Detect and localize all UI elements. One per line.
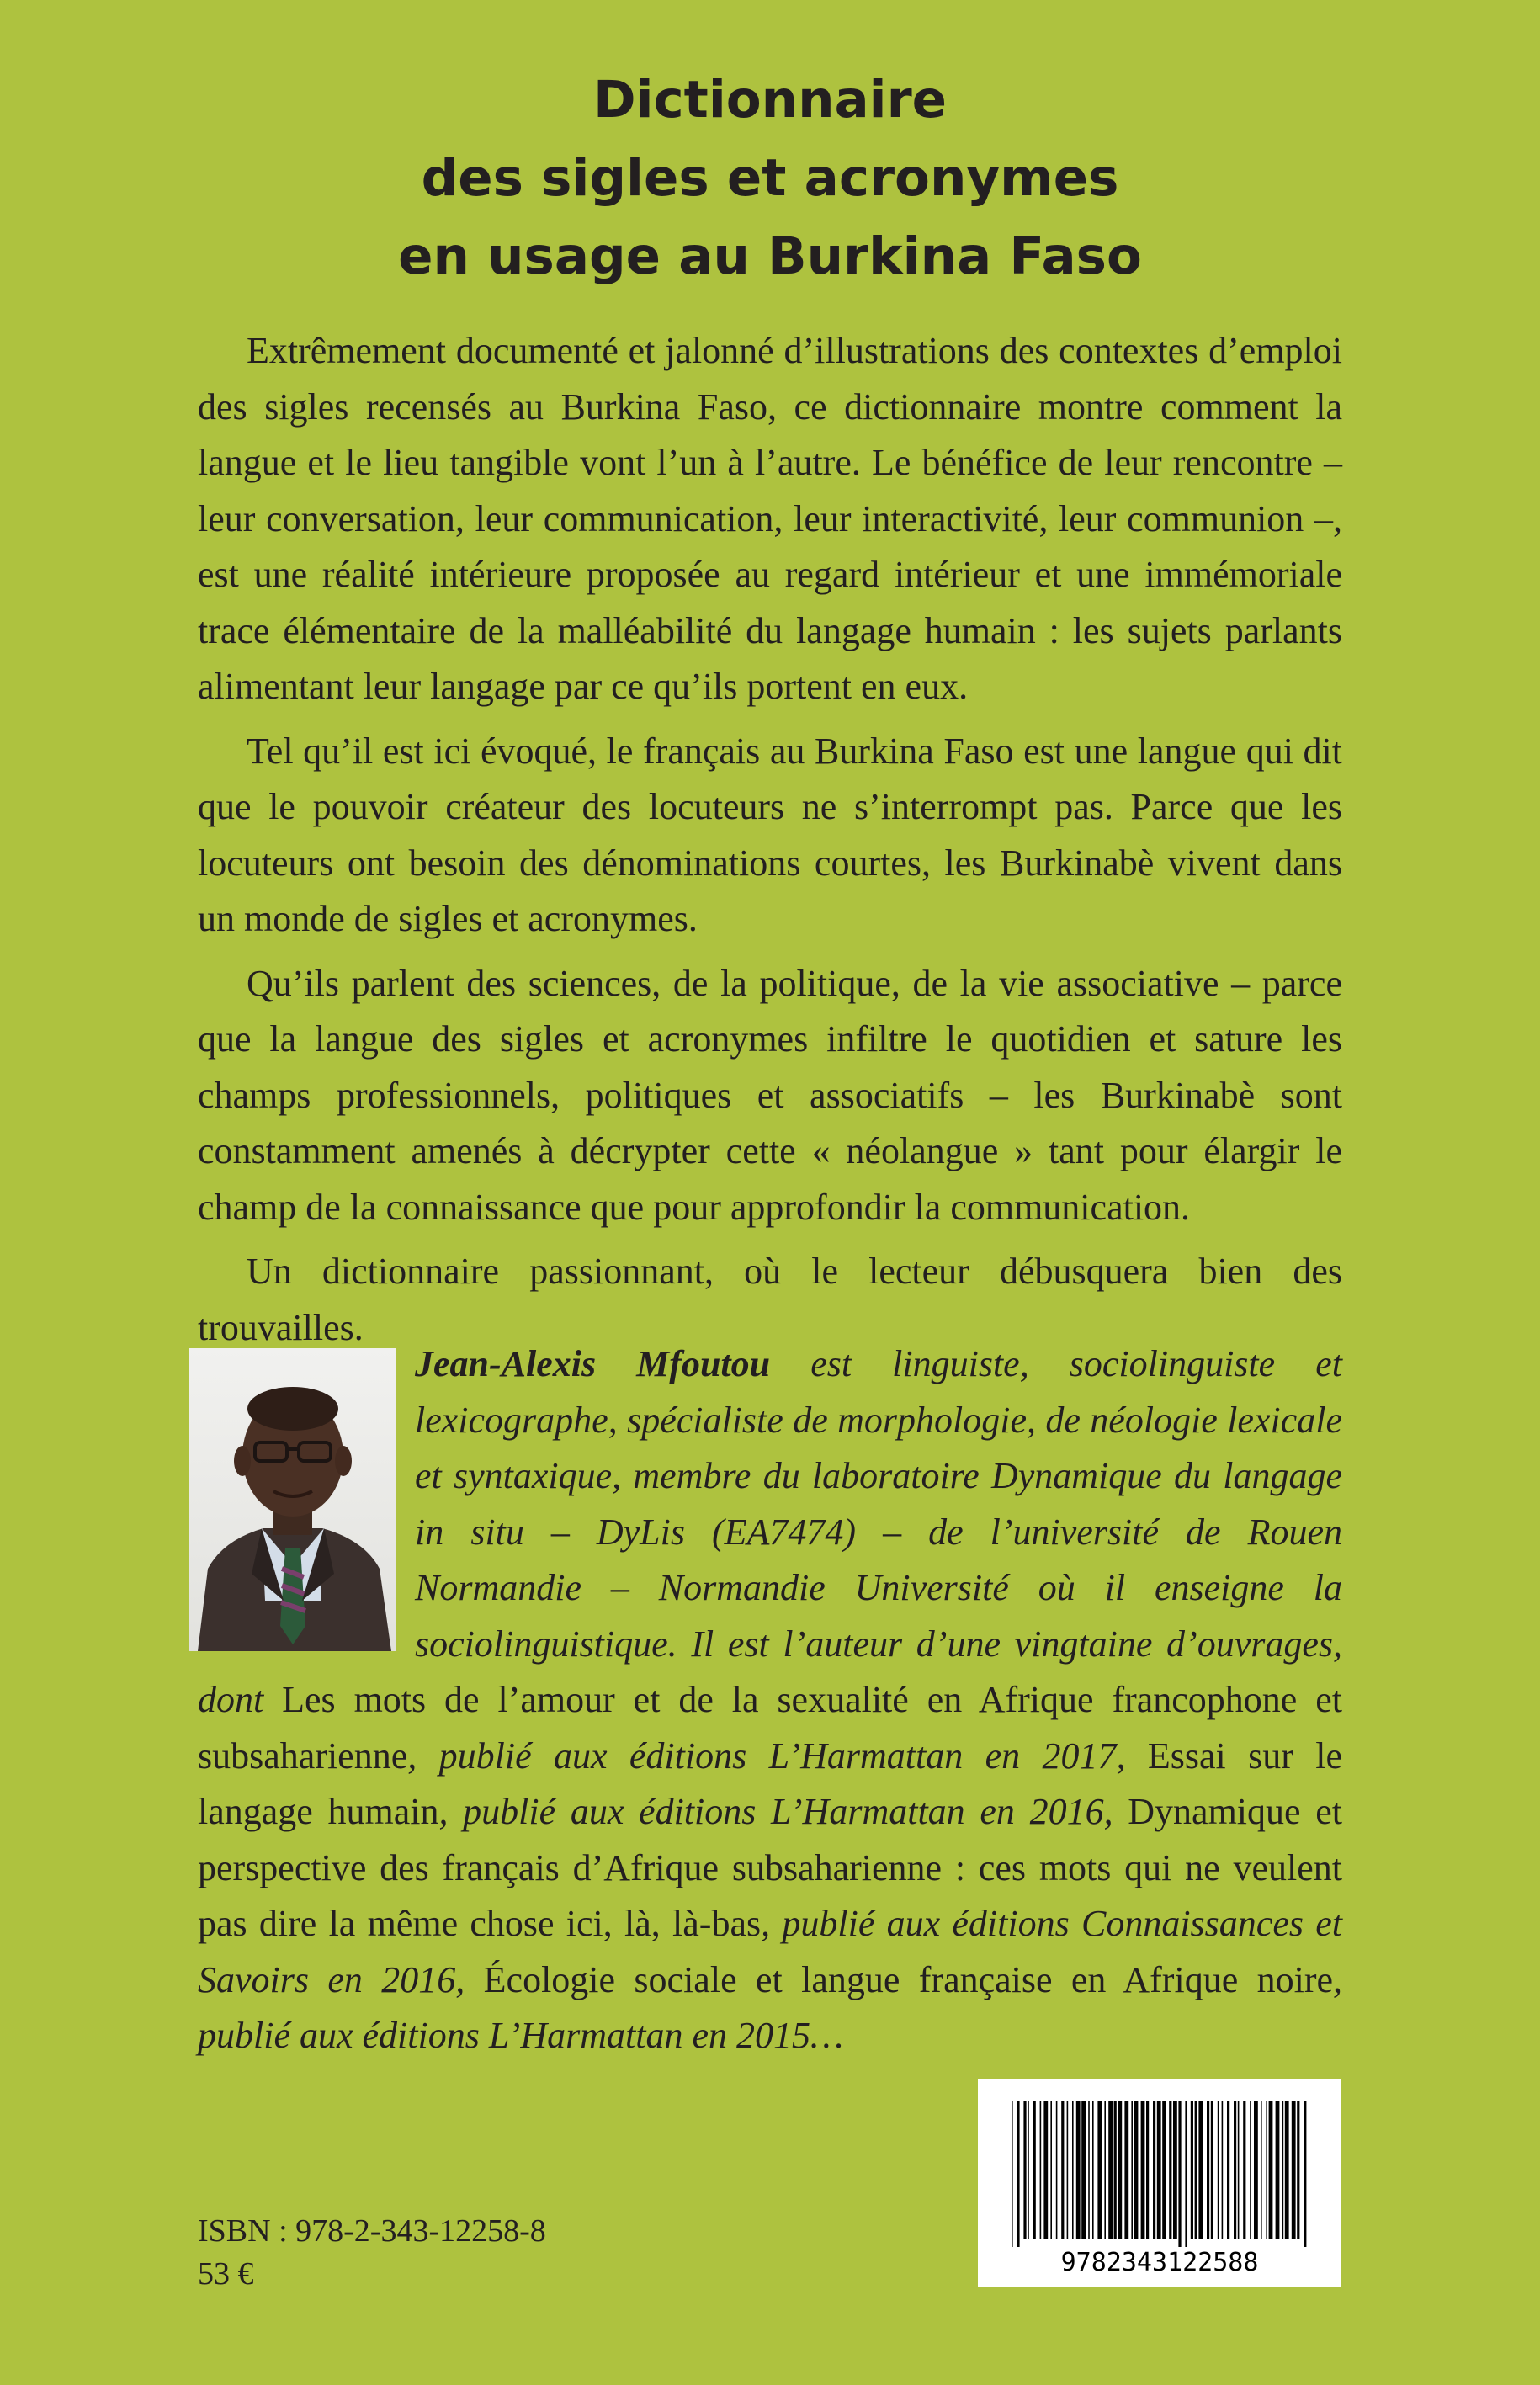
barcode-bar xyxy=(1234,2101,1236,2239)
barcode-bar xyxy=(1211,2101,1213,2239)
book-title-3: Dynamique et perspective des français d’Afrique subsaharienne : ces mots qui ne veulent pas dire la même chose ici, là, là-bas xyxy=(198,1791,1342,1944)
barcode-bar xyxy=(1261,2101,1262,2239)
barcode-bar xyxy=(1124,2101,1128,2239)
barcode-bar xyxy=(1243,2101,1245,2239)
barcode-bar xyxy=(1282,2101,1284,2239)
barcode-bar xyxy=(1076,2101,1081,2239)
barcode-bar xyxy=(1134,2101,1139,2239)
title-line-2: des sigles et acronymes xyxy=(421,148,1119,208)
bio-text: est linguiste, sociolinguiste et lexicographe, spécialiste de morphologie, de néologie lexicale et syntaxique, membre du laboratoire Dynamique du langage in situ – DyLis (EA7474) – de l’université de Rouen Normandie – Normandie Université où il enseigne la sociolinguistique. Il est l’auteur d’une vingtaine d’ouvrages, dont xyxy=(198,1343,1343,1720)
barcode-bar xyxy=(1157,2101,1161,2239)
barcode-bar xyxy=(1207,2101,1209,2239)
barcode-bar xyxy=(1067,2101,1069,2239)
barcode-bar xyxy=(1222,2101,1224,2239)
barcode-bar xyxy=(1254,2101,1258,2239)
barcode-bar xyxy=(1050,2101,1052,2239)
barcode-bar xyxy=(1162,2101,1166,2239)
barcode-bar xyxy=(1023,2101,1026,2239)
title-line-1: Dictionnaire xyxy=(592,70,948,130)
book-title xyxy=(0,61,1540,295)
barcode-bar xyxy=(1118,2101,1122,2239)
barcode-bar xyxy=(1043,2101,1048,2239)
barcode-bar xyxy=(1191,2101,1193,2239)
barcode-bar xyxy=(1178,2101,1181,2247)
barcode-bar xyxy=(1061,2101,1064,2239)
barcode-bar xyxy=(1146,2101,1149,2239)
barcode-bar xyxy=(1012,2101,1013,2247)
barcode-bar xyxy=(1276,2101,1280,2239)
barcode-bar xyxy=(1033,2101,1036,2239)
author-bio-section xyxy=(198,1336,1342,2073)
barcode-bar xyxy=(1056,2101,1058,2239)
barcode-bar xyxy=(1072,2101,1074,2239)
barcode-bar xyxy=(1114,2101,1117,2239)
barcode-bar xyxy=(1108,2101,1113,2239)
blurb xyxy=(198,323,1342,1364)
book-title-2: Essai sur le langage humain xyxy=(198,1734,1342,1832)
barcode-bar xyxy=(1081,2101,1086,2239)
title-line-3: en usage au Burkina Faso xyxy=(398,226,1142,286)
barcode-bar xyxy=(1238,2101,1240,2239)
barcode xyxy=(978,2079,1341,2287)
book-publication-1: , publié aux éditions L’Harmattan en 2017, xyxy=(407,1734,1148,1777)
barcode-bar xyxy=(1097,2101,1102,2239)
barcode-bar xyxy=(1292,2101,1296,2239)
barcode-bar xyxy=(1195,2101,1197,2239)
book-title-1: Les mots de l’amour et de la sexualité en Afrique francophone et subsaharienne xyxy=(198,1679,1342,1777)
barcode-bar xyxy=(1218,2101,1219,2239)
barcode-bar xyxy=(1028,2101,1029,2239)
book-publication-3: , publié aux éditions Connaissances et Savoirs en 2016, xyxy=(198,1903,1342,2000)
barcode-bar xyxy=(1088,2101,1090,2239)
barcode-bar xyxy=(1173,2101,1177,2239)
price-label: 53 € xyxy=(198,2256,254,2292)
barcode-bar xyxy=(1169,2101,1171,2239)
book-publication-4: , publié aux éditions L’Harmattan en 2015… xyxy=(198,1958,1343,2056)
barcode-bar xyxy=(1185,2101,1187,2247)
blurb-paragraph-3: Qu’ils parlent des sciences, de la politique, de la vie associative – parce que la langue des sigles et acronymes infiltre le quotidien et sature les champs professionnels, politiques et associatifs – les Burkinabè sont constamment amenés à décrypter cette « néolangue » tant pour élargir le champ de la connaissance que pour approfondir la communication. xyxy=(198,962,1342,1228)
barcode-bar xyxy=(1017,2101,1019,2247)
barcode-bar xyxy=(1266,2101,1267,2239)
barcode-bar xyxy=(1092,2101,1094,2239)
barcode-bar xyxy=(1304,2101,1306,2247)
barcode-bar xyxy=(1104,2101,1106,2239)
barcode-bar xyxy=(1141,2101,1145,2239)
barcode-bar xyxy=(1131,2101,1133,2239)
blurb-paragraph-1: Extrêmement documenté et jalonné d’illustrations des contextes d’emploi des sigles recensés au Burkina Faso, ce dictionnaire montre comment la langue et le lieu tangible vont l’un à l’autre. Le bénéfice de leur rencontre – leur conversation, leur communication, leur interactivité, leur communion –, est une réalité intérieure proposée au regard intérieur et une immémoriale trace élémentaire de la malléabilité du langage humain : les sujets parlants alimentant leur langage par ce qu’ils portent en eux. xyxy=(198,330,1342,707)
barcode-bar xyxy=(1297,2101,1299,2239)
barcode-digits: 9782343122588 xyxy=(1060,2248,1259,2277)
isbn-label: ISBN : 978-2-343-12258-8 xyxy=(198,2213,546,2249)
barcode-bar xyxy=(1040,2101,1042,2239)
blurb-paragraph-2: Tel qu’il est ici évoqué, le français au Burkina Faso est une langue qui dit que le pouvoir créateur des locuteurs ne s’interrompt pas. Parce que les locuteurs ont besoin des dénominations courtes, les Burkinabè vivent dans un monde de sigles et acronymes. xyxy=(198,730,1342,939)
author-name: Jean-Alexis Mfoutou xyxy=(415,1343,771,1384)
barcode-bar xyxy=(1198,2101,1203,2239)
book-title-4: Écologie sociale et langue française en Afrique noire xyxy=(483,1958,1334,2000)
book-publication-2: , publié aux éditions L’Harmattan en 2016, xyxy=(438,1791,1128,1832)
blurb-paragraph-4: Un dictionnaire passionnant, où le lecteur débusquera bien des trouvailles. xyxy=(198,1251,1342,1348)
barcode-bars xyxy=(1012,2101,1306,2247)
barcode-bar xyxy=(1153,2101,1155,2239)
barcode-bar xyxy=(1250,2101,1251,2239)
barcode-bar xyxy=(1227,2101,1229,2239)
barcode-bar xyxy=(1285,2101,1289,2239)
author-photo xyxy=(189,1348,396,1651)
barcode-bar xyxy=(1269,2101,1273,2239)
